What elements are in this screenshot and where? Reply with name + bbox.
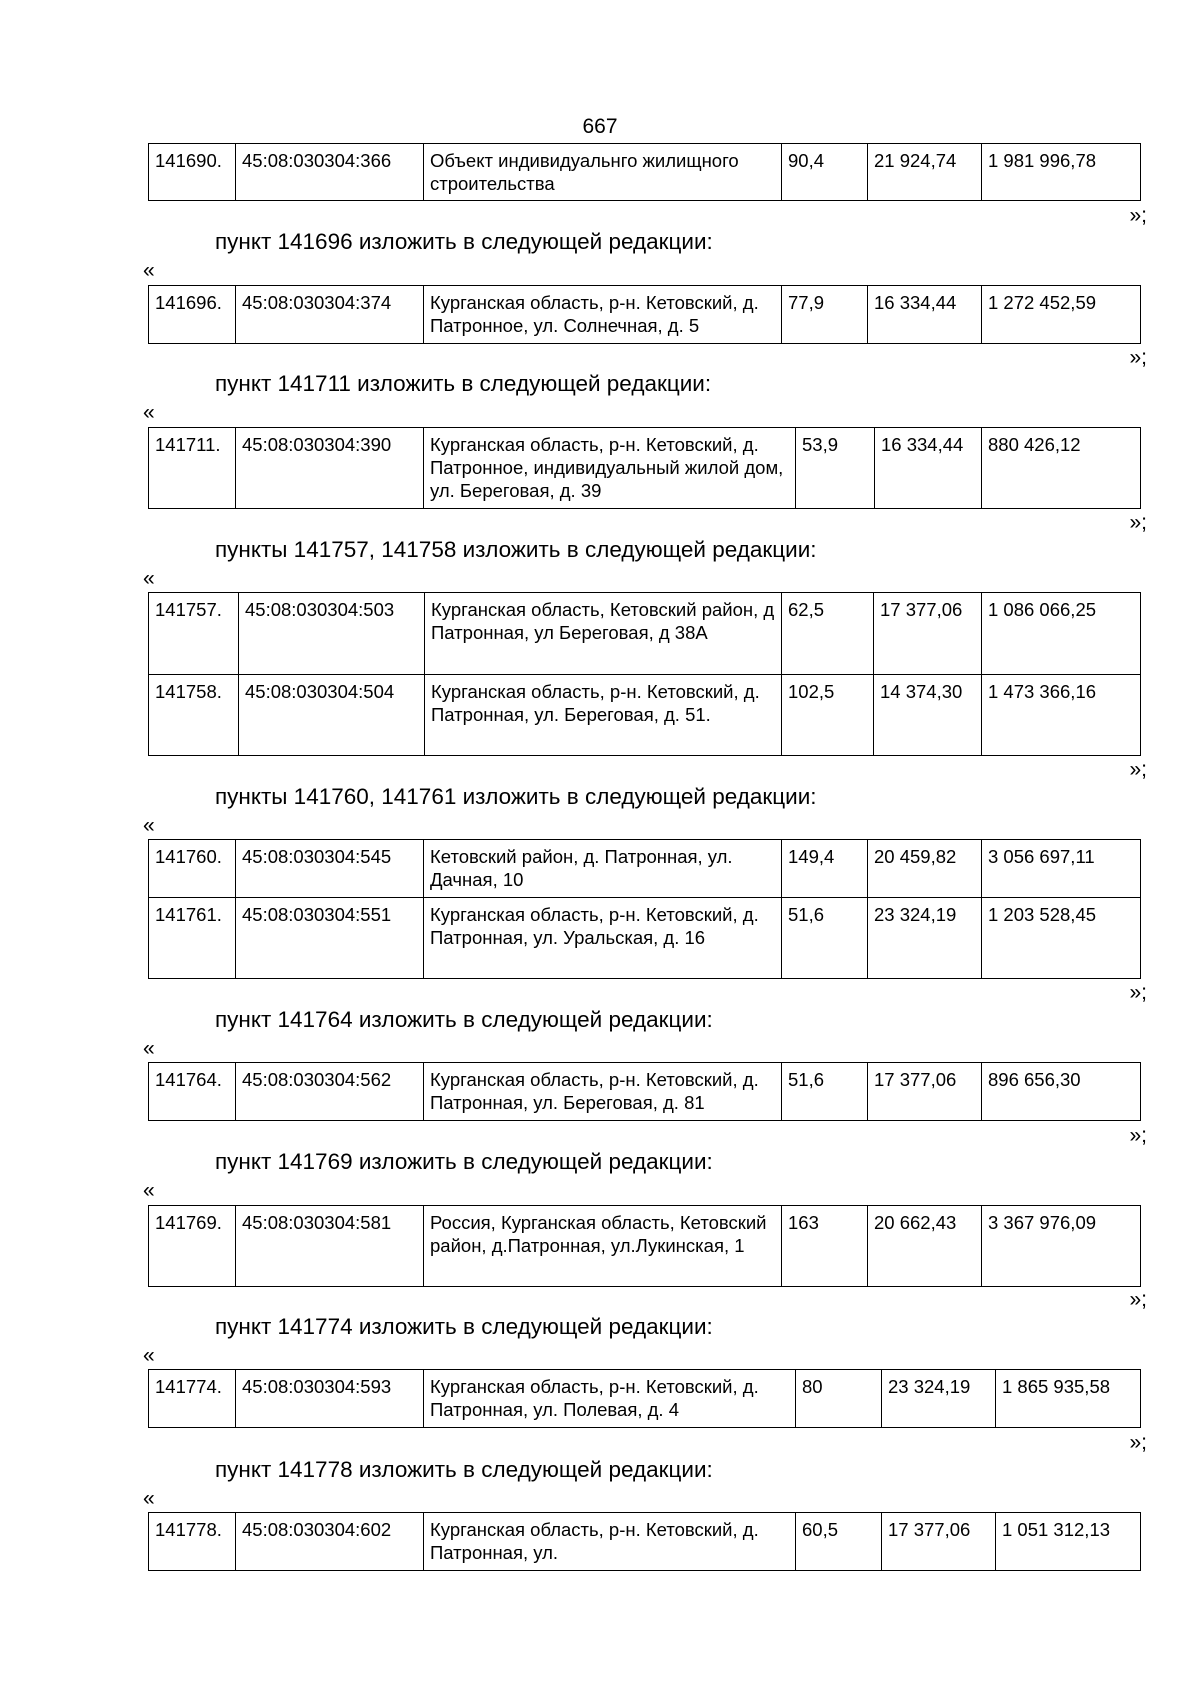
unit-price: 23 324,19: [882, 1370, 996, 1428]
cadastral-number: 45:08:030304:562: [236, 1063, 424, 1121]
area: 53,9: [796, 428, 875, 509]
table-row: [149, 144, 1141, 201]
address: Россия, Курганская область, Кетовский район, д.Патронная, ул.Лукинская, 1: [424, 1206, 782, 1287]
open-quote: «: [143, 1037, 155, 1060]
unit-price: 17 377,06: [882, 1513, 996, 1571]
unit-price: 16 334,44: [875, 428, 982, 509]
address: Курганская область, р-н. Кетовский, д. Патронная, ул.: [424, 1513, 796, 1571]
close-quote: »;: [1129, 981, 1147, 1004]
table-row: [149, 1370, 1141, 1428]
cadastral-value: 1 865 935,58: [996, 1370, 1141, 1428]
area: 77,9: [782, 286, 868, 344]
table-141769: [148, 1205, 1141, 1287]
table-row: [149, 840, 1141, 898]
table-row: [149, 1063, 1141, 1121]
close-quote: »;: [1129, 511, 1147, 534]
table-row: [149, 593, 1141, 675]
row-number: 141778.: [149, 1513, 236, 1571]
row-number: 141764.: [149, 1063, 236, 1121]
row-number: 141774.: [149, 1370, 236, 1428]
row-number: 141757.: [149, 593, 239, 675]
area: 62,5: [782, 593, 874, 675]
table-141690: [148, 143, 1141, 201]
instruction-text: пункты 141760, 141761 изложить в следующей редакции:: [215, 784, 817, 809]
unit-price: 17 377,06: [868, 1063, 982, 1121]
address: Курганская область, Кетовский район, д Патронная, ул Береговая, д 38А: [425, 593, 782, 675]
table-141696: [148, 285, 1141, 344]
table-row: [149, 675, 1141, 756]
unit-price: 23 324,19: [868, 898, 982, 979]
unit-price: 16 334,44: [868, 286, 982, 344]
cadastral-value: 896 656,30: [982, 1063, 1141, 1121]
area: 60,5: [796, 1513, 882, 1571]
row-number: 141758.: [149, 675, 239, 756]
close-quote: »;: [1129, 204, 1147, 227]
table-row: [149, 428, 1141, 509]
instruction-text: пункт 141778 изложить в следующей редакции:: [215, 1457, 713, 1482]
instruction-text: пункт 141774 изложить в следующей редакции:: [215, 1314, 713, 1339]
cadastral-number: 45:08:030304:390: [236, 428, 424, 509]
cadastral-number: 45:08:030304:551: [236, 898, 424, 979]
table-141778: [148, 1512, 1141, 1571]
address: Курганская область, р-н. Кетовский, д. Патронная, ул. Уральская, д. 16: [424, 898, 782, 979]
open-quote: «: [143, 1344, 155, 1367]
cadastral-value: 1 203 528,45: [982, 898, 1141, 979]
row-number: 141696.: [149, 286, 236, 344]
area: 51,6: [782, 898, 868, 979]
address: Кетовский район, д. Патронная, ул. Дачная, 10: [424, 840, 782, 898]
table-141774: [148, 1369, 1141, 1428]
address: Курганская область, р-н. Кетовский, д. Патронная, ул. Полевая, д. 4: [424, 1370, 796, 1428]
open-quote: «: [143, 259, 155, 282]
cadastral-number: 45:08:030304:545: [236, 840, 424, 898]
open-quote: «: [143, 401, 155, 424]
cadastral-value: 1 981 996,78: [982, 144, 1141, 201]
row-number: 141769.: [149, 1206, 236, 1287]
area: 163: [782, 1206, 868, 1287]
unit-price: 20 459,82: [868, 840, 982, 898]
instruction-text: пункт 141711 изложить в следующей редакции:: [215, 371, 712, 396]
open-quote: «: [143, 814, 155, 837]
page-number: 667: [582, 115, 618, 138]
address: Курганская область, р-н. Кетовский, д. Патронное, ул. Солнечная, д. 5: [424, 286, 782, 344]
cadastral-number: 45:08:030304:602: [236, 1513, 424, 1571]
table-141711: [148, 427, 1141, 509]
unit-price: 20 662,43: [868, 1206, 982, 1287]
row-number: 141761.: [149, 898, 236, 979]
address: Курганская область, р-н. Кетовский, д. Патронное, индивидуальный жилой дом, ул. Береговая, д. 39: [424, 428, 796, 509]
cadastral-value: 1 272 452,59: [982, 286, 1141, 344]
close-quote: »;: [1129, 1124, 1147, 1147]
close-quote: »;: [1129, 1431, 1147, 1454]
table-row: [149, 1513, 1141, 1571]
row-number: 141760.: [149, 840, 236, 898]
address: Объект индивидуальнго жилищного строительства: [424, 144, 782, 201]
cadastral-value: 3 056 697,11: [982, 840, 1141, 898]
close-quote: »;: [1129, 346, 1147, 369]
instruction-text: пункт 141769 изложить в следующей редакции:: [215, 1149, 713, 1174]
area: 51,6: [782, 1063, 868, 1121]
table-row: [149, 1206, 1141, 1287]
area: 90,4: [782, 144, 868, 201]
area: 102,5: [782, 675, 874, 756]
table-row: [149, 286, 1141, 344]
open-quote: «: [143, 1487, 155, 1510]
area: 80: [796, 1370, 882, 1428]
cadastral-number: 45:08:030304:593: [236, 1370, 424, 1428]
unit-price: 17 377,06: [874, 593, 982, 675]
open-quote: «: [143, 1179, 155, 1202]
open-quote: «: [143, 567, 155, 590]
cadastral-value: 3 367 976,09: [982, 1206, 1141, 1287]
close-quote: »;: [1129, 758, 1147, 781]
area: 149,4: [782, 840, 868, 898]
row-number: 141711.: [149, 428, 236, 509]
cadastral-number: 45:08:030304:581: [236, 1206, 424, 1287]
instruction-text: пункт 141764 изложить в следующей редакции:: [215, 1007, 713, 1032]
unit-price: 14 374,30: [874, 675, 982, 756]
table-141757-141758: [148, 592, 1141, 756]
table-row: [149, 898, 1141, 979]
instruction-text: пункты 141757, 141758 изложить в следующей редакции:: [215, 537, 817, 562]
close-quote: »;: [1129, 1288, 1147, 1311]
cadastral-value: 1 473 366,16: [982, 675, 1141, 756]
table-141760-141761: [148, 839, 1141, 979]
instruction-text: пункт 141696 изложить в следующей редакции:: [215, 229, 713, 254]
cadastral-number: 45:08:030304:374: [236, 286, 424, 344]
cadastral-value: 1 086 066,25: [982, 593, 1141, 675]
address: Курганская область, р-н. Кетовский, д. Патронная, ул. Береговая, д. 81: [424, 1063, 782, 1121]
cadastral-number: 45:08:030304:503: [239, 593, 425, 675]
table-141764: [148, 1062, 1141, 1121]
cadastral-value: 1 051 312,13: [996, 1513, 1141, 1571]
cadastral-value: 880 426,12: [982, 428, 1141, 509]
row-number: 141690.: [149, 144, 236, 201]
cadastral-number: 45:08:030304:366: [236, 144, 424, 201]
cadastral-number: 45:08:030304:504: [239, 675, 425, 756]
unit-price: 21 924,74: [868, 144, 982, 201]
address: Курганская область, р-н. Кетовский, д. Патронная, ул. Береговая, д. 51.: [425, 675, 782, 756]
